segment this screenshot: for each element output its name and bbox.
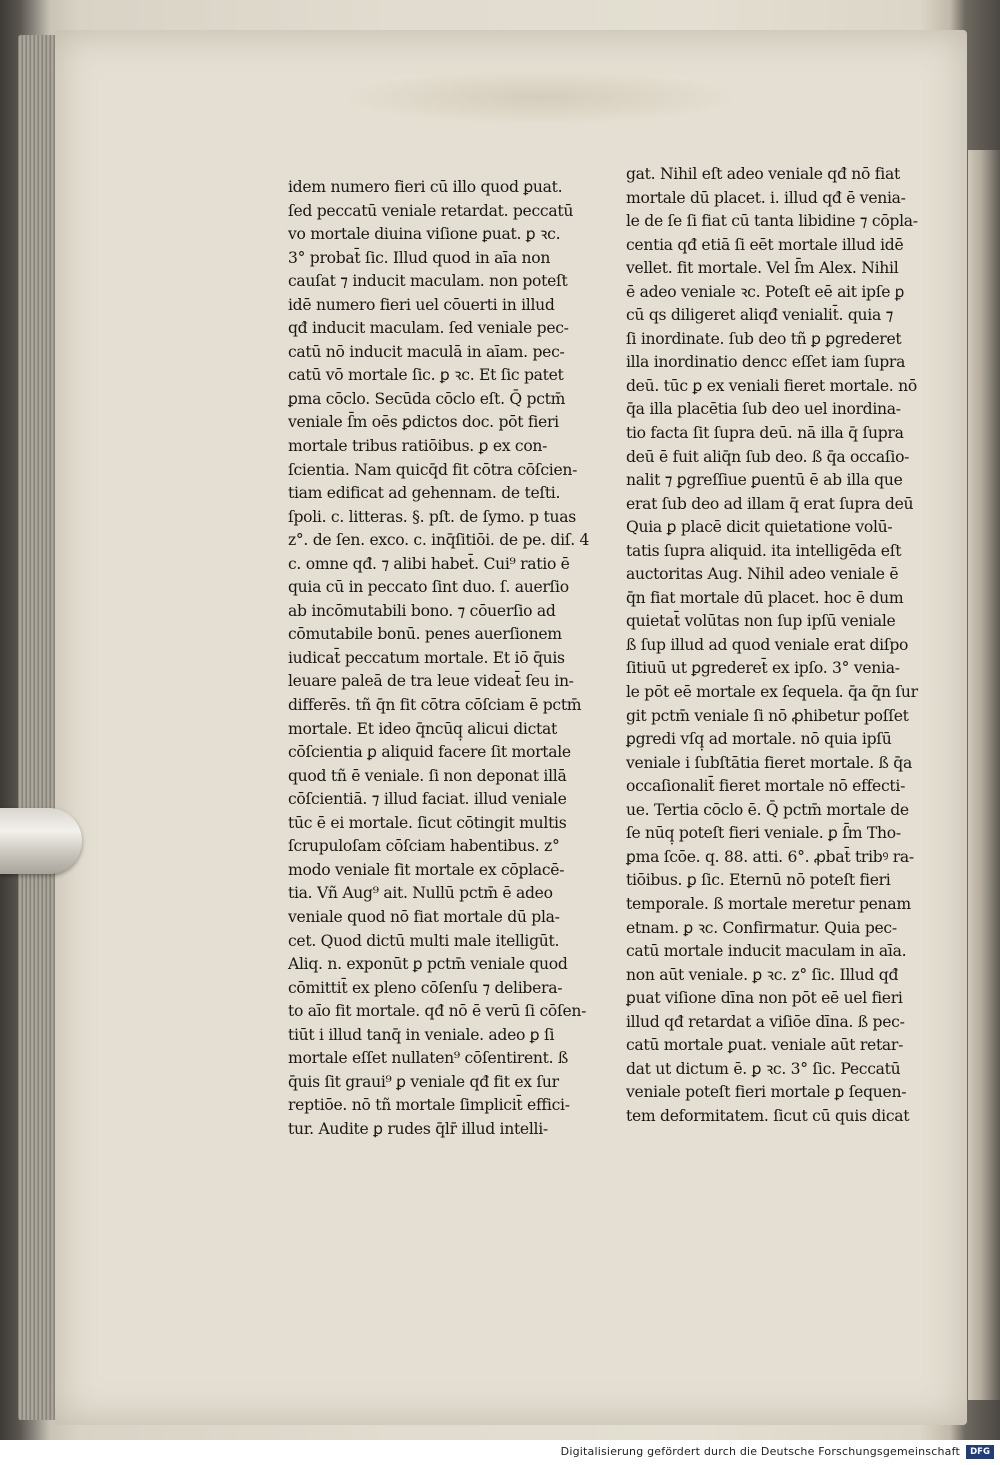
text-line: vo mortale diuina viſione ꝑuat. ꝑ ꝛc. xyxy=(288,225,561,244)
text-line: ab incōmutabili bono. ⁊ cōuerſio ad xyxy=(288,601,556,620)
page-clip xyxy=(0,808,82,874)
text-line: tūc ē ei mortale. ſicut cōtingit multis xyxy=(288,813,567,832)
text-line: ſi inordinate. ſub deo tñ ꝑ ꝑgrederet xyxy=(626,329,902,348)
text-line: catū mortale ꝑuat. veniale aūt retar- xyxy=(626,1036,904,1055)
text-line: c. omne qđ. ⁊ alibi habet̄. Cui⁹ ratio ē xyxy=(288,554,570,573)
footer-credit: Digitalisierung gefördert durch die Deutsche Forschungsgemeinschaft xyxy=(560,1445,960,1458)
text-line: mortale eſſet nullaten⁹ cōſentirent. ß xyxy=(288,1049,569,1068)
text-line: idē numero fieri uel cōuerti in illud xyxy=(288,295,555,314)
text-line: qđ inducit maculam. ſed veniale pec- xyxy=(288,319,569,338)
text-line: ꝑma ſcōe. q. 88. atti. 6°. ꝓbat̄ tribꝰ ra- xyxy=(626,847,914,866)
text-line: q̄uis ſit graui⁹ ꝑ veniale qđ fit ex ſur xyxy=(288,1072,559,1091)
text-line: 3° probat̄ ſic. Illud quod in aīa non xyxy=(288,248,551,267)
text-line: illa inordinatio dencc eſſet iam ſupra xyxy=(626,353,906,372)
text-line: vellet. fit mortale. Vel ſ̄m Alex. Nihil xyxy=(626,259,899,278)
text-line: erat ſub deo ad illam q̄ erat ſupra deū xyxy=(626,494,914,513)
text-line: ꝑma cōclo. Secūda cōclo eſt. Q̄ pctm̄ xyxy=(288,389,566,408)
text-line: occaſionalit̄ fieret mortale nō effecti- xyxy=(626,777,906,796)
text-column-right xyxy=(626,163,926,1128)
text-line: cauſat ⁊ inducit maculam. non poteſt xyxy=(288,272,568,291)
text-line: cū qs diligeret aliqđ venialit̄. quia ⁊ xyxy=(626,306,894,325)
text-line: z°. de ſen. exco. c. inq̄ſitiōi. de pe. diſ. 4 xyxy=(288,531,590,550)
book-page-edges xyxy=(18,35,56,1420)
text-line: cōmutabile bonū. penes auerſionem xyxy=(288,625,562,644)
text-line: git pctm̄ veniale ſi nō ꝓhibetur poſſet xyxy=(626,706,909,725)
text-line: ſed peccatū veniale retardat. peccatū xyxy=(288,201,574,220)
text-line: illud qđ retardat a viſiōe dīna. ß pec- xyxy=(626,1012,905,1031)
text-line: veniale poteſt fieri mortale ꝑ ſequen- xyxy=(626,1083,907,1102)
text-line: centia qđ etiā ſi eēt mortale illud idē xyxy=(626,235,904,254)
text-line: le de ſe ſi fiat cū tanta libidine ⁊ cōpla- xyxy=(626,212,918,231)
text-line: tatis ſupra aliquid. ita intelligēda eſt xyxy=(626,541,902,560)
text-line: leuare paleā de tra leue videat̄ ſeu in- xyxy=(288,672,574,691)
text-line: auctoritas Aug. Nihil adeo veniale ē xyxy=(626,565,899,584)
text-line: ꝑgredi vſq̣ ad mortale. nō quia ipſū xyxy=(626,730,892,749)
text-line: le pōt eē mortale ex ſequela. q̄a q̄n ſur xyxy=(626,683,918,702)
footer-bar xyxy=(0,1440,1000,1465)
text-line: Aliq. n. exponūt ꝑ pctm̄ veniale quod xyxy=(288,955,568,974)
text-line: tem deformitatem. ſicut cū quis dicat xyxy=(626,1106,910,1125)
text-line: reptiōe. nō tñ mortale ſimplicit̄ effici- xyxy=(288,1096,570,1115)
text-column-left xyxy=(288,176,588,1141)
text-line: mortale. Et ideo q̄ncūq̣ alicui dictat xyxy=(288,719,557,738)
text-line: veniale i ſubſtātia fieret mortale. ß q̄a xyxy=(626,753,912,772)
text-line: iudicat̄ peccatum mortale. Et iō q̄uis xyxy=(288,648,565,667)
text-line: ſcientia. Nam quicq̄d fit cōtra cōſcien- xyxy=(288,460,578,479)
paper-stain xyxy=(340,70,740,125)
text-line: ſitiuū ut ꝑgrederet̄ ex ipſo. 3° venia- xyxy=(626,659,900,678)
text-line: ē adeo veniale ꝛc. Poteſt eē ait ipſe ꝑ xyxy=(626,282,905,301)
text-line: cōmittit̄ ex pleno cōſenſu ⁊ delibera- xyxy=(288,978,563,997)
text-line: ꝑuat viſione dīna non pōt eē uel fieri xyxy=(626,989,903,1008)
text-line: q̄a illa placētia ſub deo uel inordina- xyxy=(626,400,901,419)
text-line: mortale tribus ratiōibus. ꝑ ex con- xyxy=(288,437,548,456)
text-line: veniale ſ̄m oēs ꝑdictos doc. pōt fieri xyxy=(288,413,559,432)
text-line: tiam edificat ad gehennam. de teſti. xyxy=(288,484,561,503)
text-line: idem numero fieri cū illo quod ꝑuat. xyxy=(288,178,563,196)
text-line: catū mortale inducit maculam in aīa. xyxy=(626,942,907,961)
text-line: ue. Tertia cōclo ē. Q̄ pctm̄ mortale de xyxy=(626,800,909,819)
text-line: non aūt veniale. ꝑ ꝛc. z° ſic. Illud qđ xyxy=(626,965,899,984)
text-line: cōſcientia ꝑ aliquid facere ſit mortale xyxy=(288,743,571,762)
text-line: q̄n fiat mortale dū placet. hoc ē dum xyxy=(626,588,904,607)
text-line: tia. Vñ Aug⁹ ait. Nullū pctm̄ ē adeo xyxy=(288,884,553,903)
text-line: ſcrupuloſam cōſciam habentibus. z° xyxy=(288,837,560,856)
text-line: quietat̄ volūtas non ſup ipſū veniale xyxy=(626,612,896,631)
text-line: differēs. tñ q̄n fit cōtra cōſciam ē pctm̄ xyxy=(288,696,582,715)
book-right-edge xyxy=(968,150,1000,1400)
text-line: cōſcientiā. ⁊ illud faciat. illud veniale xyxy=(288,790,567,809)
text-line: catū vō mortale ſic. ꝑ ꝛc. Et ſic patet xyxy=(288,366,564,385)
text-line: deū ē fuit aliq̄n ſub deo. ß q̄a occaſio- xyxy=(626,447,910,466)
text-line: temporale. ß mortale meretur penam xyxy=(626,894,911,913)
text-line: etnam. ꝑ ꝛc. Confirmatur. Quia pec- xyxy=(626,918,897,937)
text-line: modo veniale fit mortale ex cōplacē- xyxy=(288,860,565,879)
text-line: catū nō inducit maculā in aīam. pec- xyxy=(288,342,565,361)
text-line: tiōibus. ꝑ ſic. Eternū nō poteſt fieri xyxy=(626,871,891,890)
text-line: mortale dū placet. i. illud qđ ē venia- xyxy=(626,188,906,207)
text-line: veniale quod nō fiat mortale dū pla- xyxy=(288,907,560,926)
text-line: tio facta ſit ſupra deū. nā illa q̄ ſupra xyxy=(626,424,904,443)
text-line: to aīo fit mortale. qđ nō ē verū ſi cōſen- xyxy=(288,1002,587,1021)
text-line: nalit ⁊ ꝑgreſſiue ꝑuentū ē ab illa que xyxy=(626,471,903,490)
text-line: ß ſup illud ad quod veniale erat diſpo xyxy=(626,635,909,654)
text-line: cet. Quod dictū multi male itelligūt. xyxy=(288,931,560,950)
text-line: quod tñ ē veniale. ſi non deponat illā xyxy=(288,766,567,785)
text-line: dat ut dictum ē. ꝑ ꝛc. 3° ſic. Peccatū xyxy=(626,1059,901,1078)
text-line: ſe nūq̣ poteſt fieri veniale. ꝑ ſ̄m Tho- xyxy=(626,824,901,843)
text-line: ſpoli. c. litteras. §. pſt. de ſymo. p tuas xyxy=(288,507,576,526)
text-line: tur. Audite ꝑ rudes q̄lr̄ illud intelli- xyxy=(288,1119,548,1138)
text-line: tiūt i illud tanq̄ in veniale. adeo ꝑ ſi xyxy=(288,1025,555,1044)
text-line: Quia ꝑ placē dicit quietatione volū- xyxy=(626,518,893,537)
text-line: gat. Nihil eſt adeo veniale qđ nō fiat xyxy=(626,165,900,183)
text-line: quia cū in peccato ſint duo. ſ. auerſio xyxy=(288,578,569,597)
dfg-logo: DFG xyxy=(966,1445,994,1459)
text-line: deū. tūc ꝑ ex veniali fieret mortale. nō xyxy=(626,376,917,395)
